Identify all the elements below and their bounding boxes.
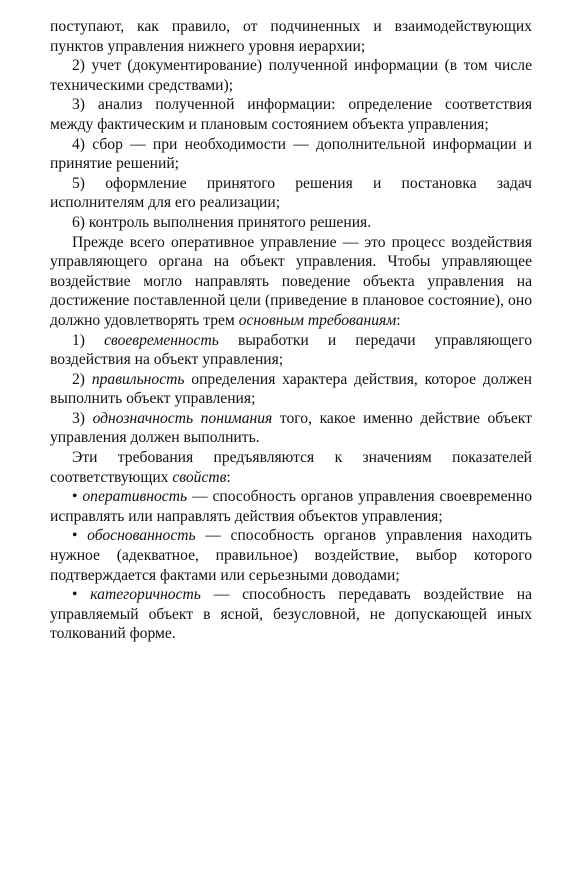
text-run: поступают, как правило, от подчиненных и взаимодействующих пунктов управления нижнего уровня иерархии; xyxy=(50,18,532,55)
text-run: • xyxy=(72,527,88,545)
italic-term: своевременность xyxy=(104,331,219,349)
text-run: выработки и передачи управляющего воздействия на объект управления; xyxy=(50,331,533,369)
text-paragraph xyxy=(50,213,532,233)
text-run: 1) xyxy=(72,331,105,349)
italic-term: правильность xyxy=(91,370,185,388)
text-run: 4) сбор — при необходимости — дополнительной информации и принятие решений; xyxy=(50,135,532,173)
italic-term: обоснованность xyxy=(87,527,196,545)
text-run: — способность органов управления своевременно исправлять или направлять действия объектов управления; xyxy=(50,488,532,525)
text-paragraph xyxy=(50,409,532,448)
text-run: : xyxy=(226,468,231,486)
italic-term: основным требованиям xyxy=(238,311,397,329)
text-run: • xyxy=(72,586,91,604)
text-run: Эти требования предъявляются к значениям показателей соответствующих xyxy=(50,449,532,486)
text-run: — способность передавать воздействие на управляемый объект в ясной, безусловной, не допускающей иных толкований форме. xyxy=(50,586,532,643)
text-run: 3) xyxy=(72,409,93,427)
document-page xyxy=(50,17,532,644)
text-paragraph xyxy=(50,526,532,585)
text-run: 2) xyxy=(72,370,92,388)
text-paragraph xyxy=(50,448,532,487)
text-run: • xyxy=(72,488,83,506)
text-paragraph xyxy=(50,370,532,409)
text-paragraph xyxy=(50,95,532,134)
text-run: определения характера действия, которое должен выполнить объект управления; xyxy=(50,370,533,408)
text-run: — способность органов управления находить нужное (адекватное, правильное) воздействие, выбор которого подтверждается фактами или серьезными доводами; xyxy=(50,527,533,584)
italic-term: оперативность xyxy=(82,488,188,506)
text-paragraph xyxy=(50,585,532,644)
italic-term: категоричность xyxy=(90,586,201,604)
text-paragraph xyxy=(50,135,532,174)
text-run: Прежде всего оперативное управление — это процесс воздействия управляющего органа на объект управления. Чтобы управляющее воздействие могло направлять поведение объекта управления на достижение поставленной цели (приведение в плановое состояние), оно должно удовлетворять трем xyxy=(50,233,532,329)
text-paragraph xyxy=(50,56,532,95)
text-run: : xyxy=(396,311,401,329)
text-paragraph xyxy=(50,17,532,56)
text-paragraph xyxy=(50,487,532,526)
italic-term: однозначность понимания xyxy=(92,409,273,427)
text-paragraph xyxy=(50,331,532,370)
text-run: 2) учет (документирование) полученной информации (в том числе техническими средствами); xyxy=(50,57,532,94)
italic-term: свойств xyxy=(172,468,227,486)
text-run: 5) оформление принятого решения и постановка задач исполнителям для его реализации; xyxy=(50,174,532,212)
text-paragraph xyxy=(50,233,532,331)
text-paragraph xyxy=(50,174,532,213)
text-run: того, какое именно действие объект управления должен выполнить. xyxy=(50,409,532,447)
text-run: 6) контроль выполнения принятого решения. xyxy=(72,213,372,231)
text-run: 3) анализ полученной информации: определение соответствия между фактическим и плановым состоянием объекта управления; xyxy=(50,96,532,133)
